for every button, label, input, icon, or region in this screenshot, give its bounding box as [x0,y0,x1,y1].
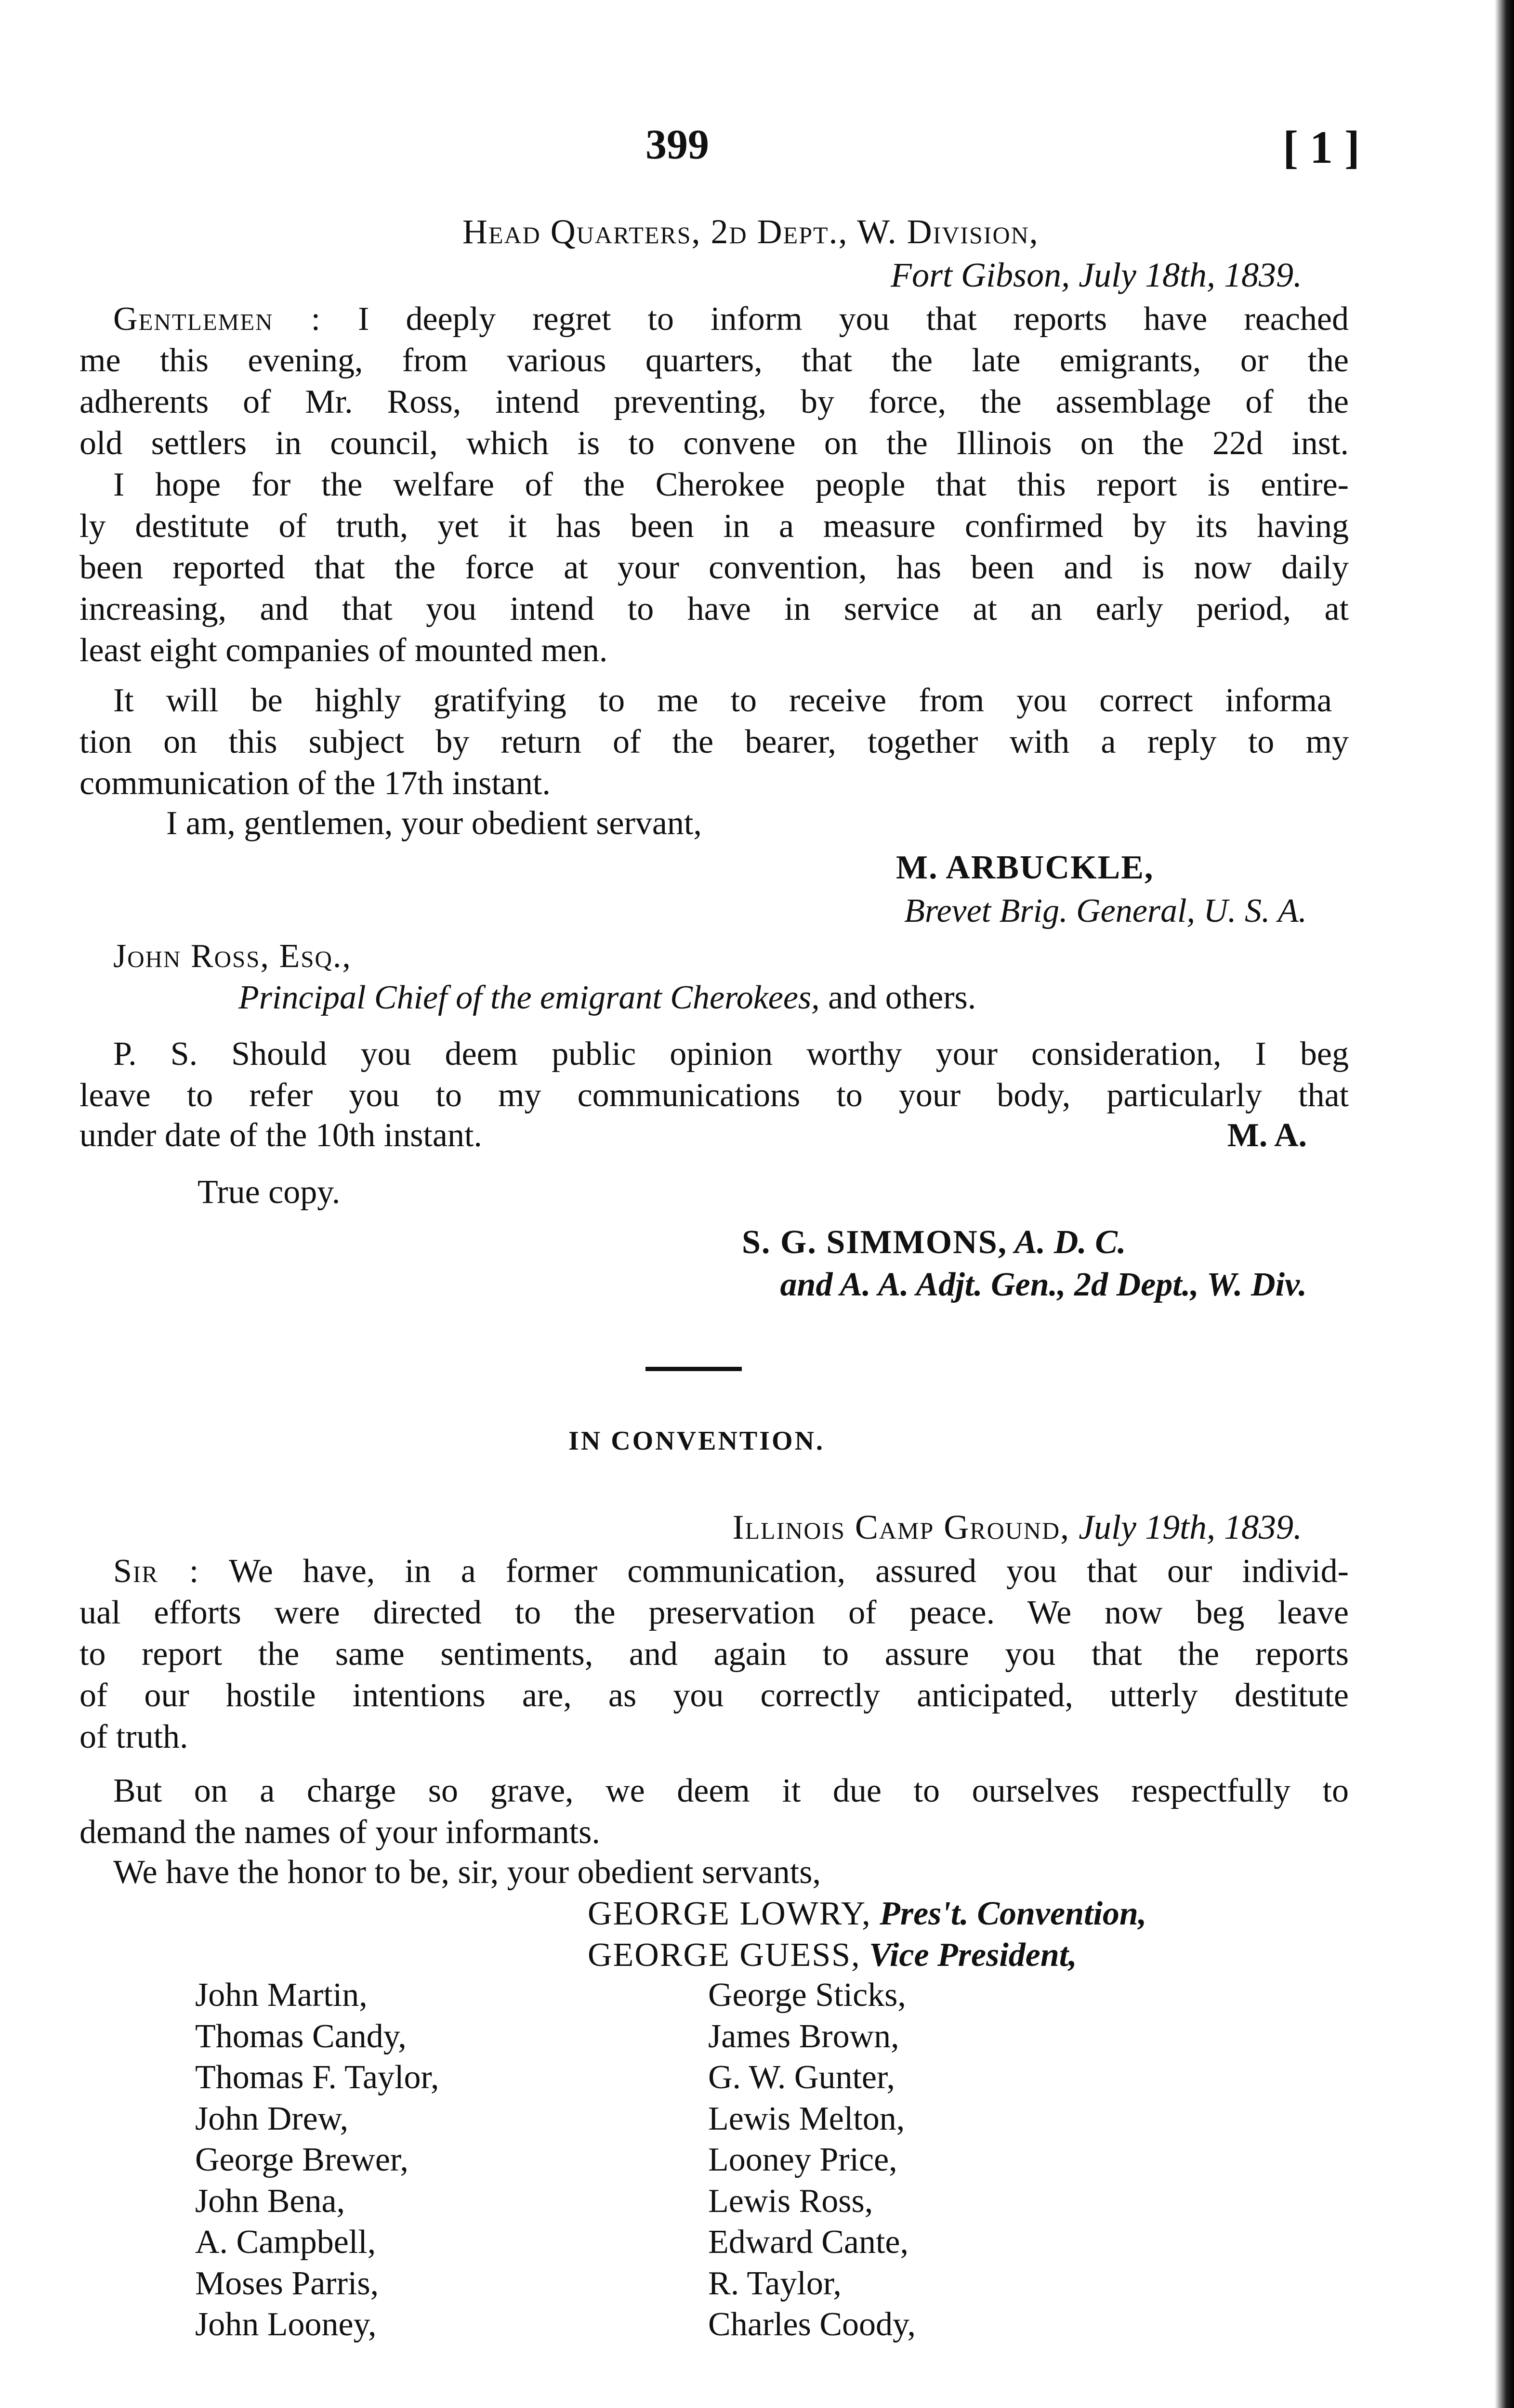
letter2-salutation: Sir : [113,1553,200,1590]
letter1-heading: Head Quarters, 2d Dept., W. Division, [462,212,1039,251]
letter1-para3-line3: communication of the 17th instant. [79,765,551,802]
true-copy-label: True copy. [197,1174,341,1211]
letter1-para2-line3: been reported that the force at your convention, has been and is now daily [79,549,1349,586]
letter1-para1-line1: Gentlemen : I deeply regret to inform you that reports have reached [113,301,1349,338]
page-edge-shadow [1495,0,1514,2408]
letter1-ps-line2: leave to refer you to my communications to your body, particularly that [79,1077,1349,1114]
signatory-name: James Brown, [708,2017,899,2055]
signatories-right-list [708,1975,916,2345]
signatory-name: Looney Price, [708,2141,897,2178]
letter1-para2-line2: ly destitute of truth, yet it has been in a measure confirmed by its having [79,508,1349,545]
letter1-ps-initials: M. A. [1227,1117,1307,1154]
signatory-name: Lewis Melton, [708,2100,905,2137]
signatory-name: George Brewer, [195,2141,408,2178]
convention-president: GEORGE LOWRY, Pres't. Convention, [588,1895,1147,1932]
letter2-closing: We have the honor to be, sir, your obedient servants, [113,1854,821,1891]
letter1-signer: M. ARBUCKLE, [896,849,1154,886]
letter2-para1-line1: Sir : We have, in a former communication, assured you that our individ- [113,1553,1349,1590]
letter1-para1-line4: old settlers in council, which is to convene on the Illinois on the 22d inst. [79,425,1349,462]
page-number: 399 [645,121,709,168]
letter2-para1-line5: of truth. [79,1718,188,1755]
letter1-salutation: Gentlemen : [113,301,322,338]
signatory-name: A. Campbell, [195,2224,376,2261]
page-bracket-number: [ 1 ] [1283,121,1360,173]
letter2-para2-line1: But on a charge so grave, we deem it due to ourselves respectfully to [113,1772,1349,1809]
letter1-closing: I am, gentlemen, your obedient servant, [166,805,702,842]
signatory-name: Thomas F. Taylor, [195,2059,439,2096]
signatory-name: Moses Parris, [195,2264,379,2302]
convention-vice-president: GEORGE GUESS, Vice President, [588,1937,1077,1974]
letter1-addressee: John Ross, Esq., [113,938,352,975]
copy-signer: S. G. SIMMONS, A. D. C. [742,1224,1126,1261]
letter1-para2-line4: increasing, and that you intend to have in service at an early period, at [79,590,1349,628]
letter2-place-date: Illinois Camp Ground, July 19th, 1839. [732,1508,1302,1546]
letter1-signer-title: Brevet Brig. General, U. S. A. [904,892,1307,929]
letter1-ps-line1: P. S. Should you deem public opinion worthy your consideration, I beg [113,1035,1349,1073]
letter1-para1-line2: me this evening, from various quarters, that the late emigrants, or the [79,342,1349,379]
signatory-name: Lewis Ross, [708,2182,873,2220]
signatory-name: John Bena, [195,2182,345,2220]
letter1-para1-line3: adherents of Mr. Ross, intend preventing, by force, the assemblage of the [79,383,1349,420]
signatory-name: R. Taylor, [708,2264,842,2302]
copy-signer-title: and A. A. Adjt. Gen., 2d Dept., W. Div. [780,1266,1307,1303]
signatory-name: Thomas Candy, [195,2017,407,2055]
signatories-left-list [195,1975,439,2345]
letter1-para2-line1: I hope for the welfare of the Cherokee people that this report is entire- [113,466,1349,503]
section-divider [645,1367,742,1371]
letter2-heading: IN CONVENTION. [568,1426,825,1456]
signatory-name: John Martin, [195,1976,368,2014]
signatory-name: Edward Cante, [708,2224,908,2261]
letter1-para3-line1: It will be highly gratifying to me to receive from you correct informa [113,682,1332,719]
signatory-name: Charles Coody, [708,2306,916,2343]
signatory-name: John Looney, [195,2306,377,2343]
letter1-place-date: Fort Gibson, July 18th, 1839. [891,256,1302,294]
letter1-para3-line2: tion on this subject by return of the bearer, together with a reply to my [79,723,1349,760]
letter2-para1-line3: to report the same sentiments, and again to assure you that the reports [79,1636,1349,1673]
signatory-name: John Drew, [195,2100,349,2137]
signatory-name: G. W. Gunter, [708,2059,895,2096]
letter1-ps-line3: under date of the 10th instant. [79,1117,482,1154]
letter2-para1-line4: of our hostile intentions are, as you correctly anticipated, utterly destitute [79,1677,1349,1714]
letter2-para2-line2: demand the names of your informants. [79,1814,600,1851]
letter1-addressee-title: Principal Chief of the emigrant Cherokees, and others. [238,979,976,1016]
signatory-name: George Sticks, [708,1976,906,2014]
letter1-para2-line5: least eight companies of mounted men. [79,632,608,669]
letter2-para1-line2: ual efforts were directed to the preservation of peace. We now beg leave [79,1594,1349,1631]
